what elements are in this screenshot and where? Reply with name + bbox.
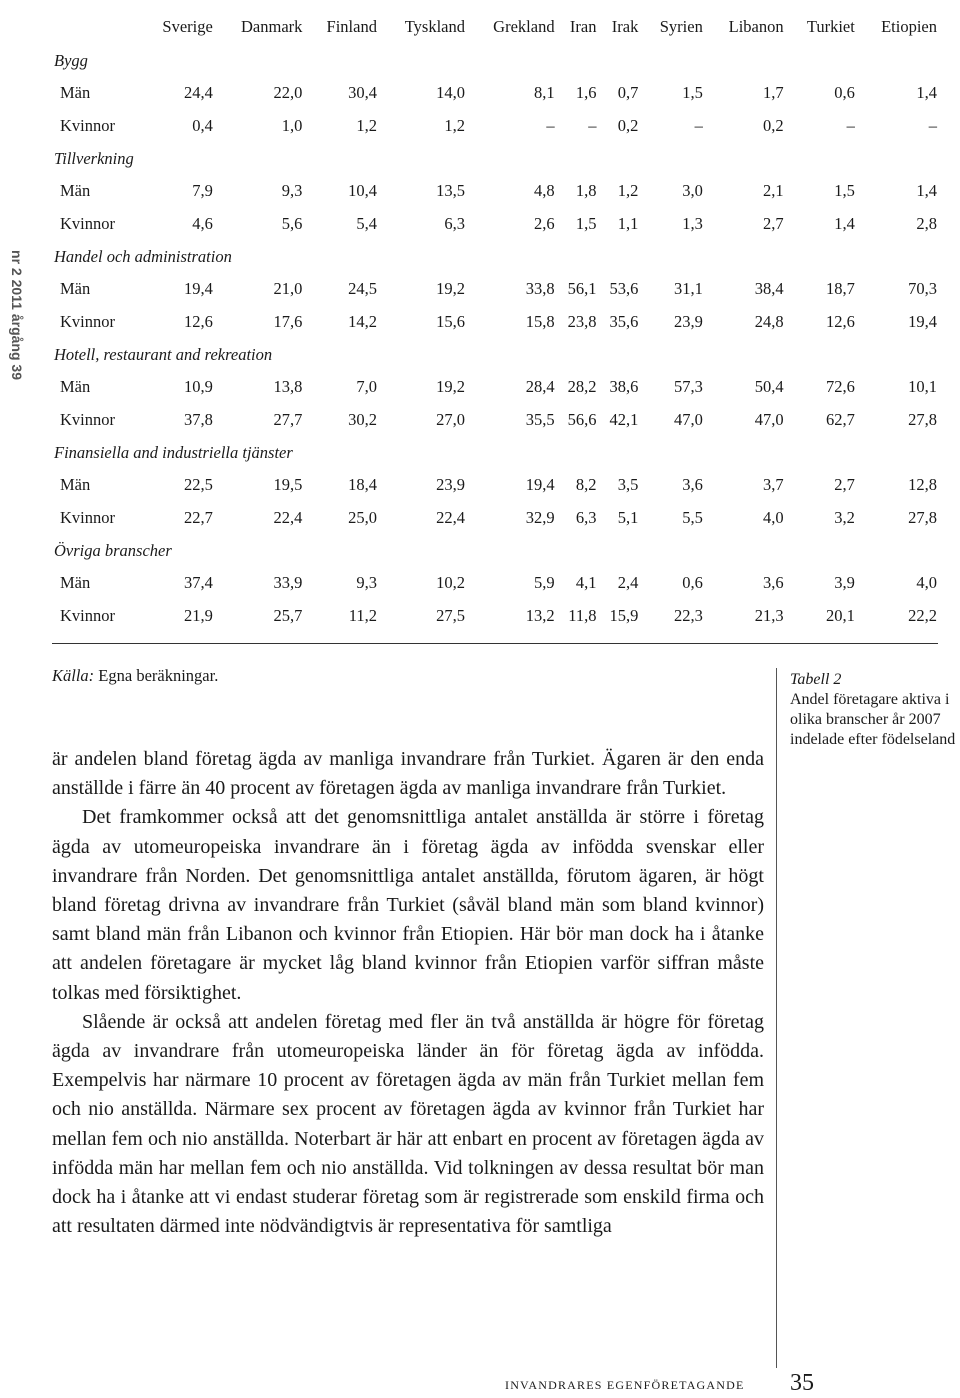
table-cell: 19,2 [436, 279, 465, 299]
table-cell: 1,4 [916, 181, 937, 201]
table-cell: 9,3 [281, 181, 303, 201]
column-header: Turkiet [806, 17, 855, 36]
table-cell: 33,9 [273, 573, 303, 593]
table-cell: 22,4 [436, 507, 465, 527]
section-title: Tillverkning [54, 148, 134, 168]
table-cell: 6,3 [444, 213, 465, 233]
table-cell: 1,6 [575, 83, 597, 103]
table-cell: – [546, 115, 555, 135]
table-cell: 37,8 [183, 409, 213, 429]
row-label: Kvinnor [60, 507, 115, 527]
row-label: Män [60, 181, 91, 201]
row-label: Kvinnor [60, 409, 115, 429]
table-cell: 3,0 [682, 181, 703, 201]
table-row [52, 208, 937, 241]
table-cell: 56,6 [567, 409, 597, 429]
table-cell: 30,2 [348, 409, 377, 429]
table-cell: 2,6 [533, 213, 555, 233]
statistics-table [52, 10, 937, 632]
table-cell: 20,1 [825, 605, 855, 625]
table-cell: 1,2 [356, 115, 377, 135]
table-cell: 23,9 [436, 475, 465, 495]
table-cell: 4,8 [533, 181, 555, 201]
table-cell: 0,6 [834, 83, 855, 103]
table-cell: 22,5 [183, 475, 213, 495]
table-cell: 0,6 [682, 573, 703, 593]
section-title: Bygg [54, 50, 88, 70]
table-cell: 18,4 [348, 475, 377, 495]
table-row [52, 600, 937, 633]
table-cell: 5,5 [682, 507, 703, 527]
table-cell: 18,7 [825, 279, 855, 299]
table-body [52, 44, 937, 632]
section-title: Övriga branscher [54, 540, 172, 560]
column-header: Tyskland [404, 17, 465, 36]
table-cell: 47,0 [673, 409, 703, 429]
section-row [52, 534, 937, 567]
paragraph: Det framkommer också att det genomsnittliga antalet anställda är större i företag ägda av utomeuropeiska invandrare än i företag ägda av infödda svenskar eller invandrare från Norden. Det genomsnittliga antalet anställda, förutom ägaren, är högt bland företag drivna av invandrare från Turkiet (såväl bland män som bland kvinnor) samt bland män från Libanon och kvinnor från Etiopien. Här bör man dock ha i åtanke att andelen företagare är mycket låg bland kvinnor från Etiopien varför siffran måste tolkas med försiktighet. [52, 806, 764, 1004]
table-cell: 2,1 [763, 181, 784, 201]
table-cell: 0,4 [192, 115, 213, 135]
table-cell: 8,1 [533, 83, 555, 103]
caption-divider [776, 668, 777, 1368]
table-cell: 22,3 [673, 605, 703, 625]
table-cell: 1,4 [916, 83, 937, 103]
table-cell: 15,9 [609, 605, 639, 625]
table-cell: 1,2 [617, 181, 639, 201]
table-row [52, 371, 937, 404]
row-label: Män [60, 279, 91, 299]
column-header: Iran [569, 17, 597, 36]
table-cell: 8,2 [575, 475, 597, 495]
column-header: Danmark [241, 17, 303, 36]
table-cell: 13,8 [273, 377, 303, 397]
row-label: Kvinnor [60, 213, 115, 233]
section-row [52, 436, 937, 469]
table-cell: 28,2 [567, 377, 597, 397]
table-cell: – [588, 115, 597, 135]
source-label: Källa: [52, 666, 95, 685]
column-header: Irak [611, 17, 639, 36]
section-row [52, 240, 937, 273]
table-cell: 15,8 [525, 311, 555, 331]
table-cell: 42,1 [609, 409, 639, 429]
table-row [52, 110, 937, 143]
table-cell: 37,4 [183, 573, 213, 593]
row-label: Män [60, 83, 91, 103]
column-header: Finland [326, 17, 377, 36]
table-row [52, 469, 937, 502]
table-cell: 3,5 [617, 475, 639, 495]
table-cell: 11,8 [568, 605, 597, 625]
table-cell: 25,7 [273, 605, 303, 625]
table-row [52, 273, 937, 306]
table-cell: 1,8 [575, 181, 597, 201]
table-cell: 23,9 [673, 311, 703, 331]
table-cell: 3,2 [834, 507, 855, 527]
table-cell: 2,8 [916, 213, 937, 233]
table-cell: 1,5 [575, 213, 597, 233]
table-cell: – [846, 115, 855, 135]
table-cell: 19,2 [436, 377, 465, 397]
table-cell: 5,6 [281, 213, 303, 233]
table-cell: 22,0 [273, 83, 303, 103]
table-bottom-rule [52, 643, 938, 644]
table-cell: 30,4 [348, 83, 377, 103]
table-cell: 10,4 [348, 181, 377, 201]
table-source [52, 666, 218, 686]
table-cell: 21,0 [273, 279, 303, 299]
table-cell: 1,7 [763, 83, 784, 103]
table-cell: 1,4 [834, 213, 855, 233]
table-cell: – [928, 115, 937, 135]
table-cell: 5,1 [617, 507, 639, 527]
table-cell: 31,1 [673, 279, 703, 299]
table-row [52, 306, 937, 339]
section-title: Hotell, restaurant and rekreation [54, 344, 273, 364]
table-cell: 21,9 [183, 605, 213, 625]
journal-issue-label: nr 2 2011 årgång 39 [9, 250, 25, 380]
table-cell: 3,6 [682, 475, 703, 495]
running-footer-title: INVANDRARES EGENFÖRETAGANDE [505, 1378, 745, 1392]
table-cell: 22,2 [908, 605, 937, 625]
table-cell: 53,6 [609, 279, 639, 299]
table-cell: 10,2 [436, 573, 465, 593]
table-cell: 25,0 [348, 507, 377, 527]
source-text: Egna beräkningar. [94, 666, 219, 685]
table-cell: 1,1 [617, 213, 639, 233]
table-cell: 19,4 [183, 279, 213, 299]
table-cell: 13,2 [525, 605, 555, 625]
table-cell: 24,5 [348, 279, 377, 299]
table-cell: 35,6 [609, 311, 639, 331]
table-cell: 0,7 [617, 83, 639, 103]
column-header: Syrien [659, 17, 703, 36]
table-cell: 13,5 [436, 181, 465, 201]
table-row [52, 502, 937, 535]
table-cell: 3,9 [834, 573, 855, 593]
table-cell: 1,3 [682, 213, 703, 233]
table-cell: 47,0 [754, 409, 784, 429]
column-header: Grekland [493, 17, 555, 36]
table-cell: 1,0 [281, 115, 303, 135]
column-header: Sverige [162, 17, 213, 36]
table-cell: 4,6 [192, 213, 213, 233]
table-cell: 19,4 [525, 475, 555, 495]
table-cell: 27,5 [436, 605, 465, 625]
caption-text: Andel företagare aktiva i olika branscher år 2007 indelade efter födelseland [790, 691, 956, 748]
table-cell: 10,1 [908, 377, 937, 397]
table-cell: 7,0 [356, 377, 377, 397]
table-cell: 3,7 [763, 475, 784, 495]
table-cell: 0,2 [763, 115, 784, 135]
table-row [52, 567, 937, 600]
table-cell: 5,9 [533, 573, 555, 593]
table-row [52, 77, 937, 110]
table-cell: 22,4 [273, 507, 303, 527]
caption-title: Tabell 2 [790, 671, 842, 688]
row-label: Kvinnor [60, 605, 115, 625]
table-cell: 6,3 [575, 507, 597, 527]
table-cell: 4,1 [575, 573, 597, 593]
table-cell: 56,1 [567, 279, 597, 299]
table-cell: 23,8 [567, 311, 597, 331]
row-label: Män [60, 377, 91, 397]
table-cell: 21,3 [754, 605, 784, 625]
table-cell: 57,3 [673, 377, 703, 397]
row-label-header [52, 10, 138, 44]
section-row [52, 338, 937, 371]
column-header: Libanon [728, 17, 784, 36]
table-cell: 1,2 [444, 115, 465, 135]
table-cell: 27,8 [908, 507, 937, 527]
article-body [52, 745, 764, 1241]
table-cell: 2,7 [763, 213, 784, 233]
table-cell: 32,9 [525, 507, 555, 527]
table-cell: 1,5 [682, 83, 703, 103]
table-row [52, 175, 937, 208]
table-cell: 33,8 [525, 279, 555, 299]
table-cell: 12,8 [908, 475, 937, 495]
table-cell: 1,5 [834, 181, 855, 201]
table-cell: 12,6 [825, 311, 855, 331]
table-cell: 17,6 [273, 311, 303, 331]
table-header-row [52, 10, 937, 44]
table-cell: 11,2 [348, 605, 377, 625]
table-cell: 27,8 [908, 409, 937, 429]
table-cell: 3,6 [763, 573, 784, 593]
paragraph: är andelen bland företag ägda av manliga invandrare från Turkiet. Ägaren är den enda anställde i färre än 40 procent av företagen ägda av manliga invandrare från Turkiet. [52, 748, 764, 800]
table-cell: 70,3 [908, 279, 937, 299]
table-cell: 7,9 [192, 181, 213, 201]
table-cell: 19,4 [908, 311, 937, 331]
section-title: Handel och administration [54, 246, 232, 266]
table-cell: 38,6 [609, 377, 639, 397]
table-cell: 14,2 [348, 311, 377, 331]
table-cell: 0,2 [617, 115, 639, 135]
table-cell: 10,9 [183, 377, 213, 397]
table-cell: 38,4 [754, 279, 784, 299]
table-cell: 14,0 [436, 83, 465, 103]
page-number: 35 [790, 1370, 814, 1396]
row-label: Män [60, 475, 91, 495]
row-label: Kvinnor [60, 115, 115, 135]
table-cell: 12,6 [183, 311, 213, 331]
table-cell: – [694, 115, 703, 135]
table-cell: 15,6 [436, 311, 465, 331]
table-cell: 9,3 [356, 573, 377, 593]
paragraph: Slående är också att andelen företag med fler än två anställda är högre för företag ägda av invandrare från utomeuropeiska länder än för företag ägda av infödda. Exempelvis har närmare 10 procent av företagen ägda av män från Turkiet mellan fem och nio anställda. Närmare sex procent av företagen ägda av kvinnor från Turkiet har mellan fem och nio anställda. Noterbart är här att enbart en procent av företagen ägda av infödda män har mellan fem och nio anställda. Vid tolkningen av dessa resultat bör man dock ha i åtanke att vi endast studerar företag som är registrerade som enskild firma och att resultaten därmed inte nödvändigtvis är representativa för samtliga [52, 1010, 764, 1238]
table-cell: 5,4 [356, 213, 377, 233]
table-cell: 24,8 [754, 311, 784, 331]
table-cell: 27,0 [436, 409, 465, 429]
section-title: Finansiella and industriella tjänster [54, 442, 293, 462]
section-row [52, 142, 937, 175]
table-cell: 22,7 [183, 507, 213, 527]
table-caption [790, 670, 960, 750]
table-cell: 28,4 [525, 377, 555, 397]
table-cell: 62,7 [825, 409, 855, 429]
column-header: Etiopien [881, 17, 937, 36]
table-cell: 19,5 [273, 475, 303, 495]
section-row [52, 44, 937, 77]
table-cell: 72,6 [825, 377, 855, 397]
table-cell: 27,7 [273, 409, 303, 429]
table-cell: 35,5 [525, 409, 555, 429]
table-cell: 50,4 [754, 377, 784, 397]
table-cell: 4,0 [916, 573, 937, 593]
row-label: Kvinnor [60, 311, 115, 331]
table-cell: 2,7 [834, 475, 855, 495]
table-cell: 2,4 [617, 573, 639, 593]
table-row [52, 404, 937, 437]
table-cell: 4,0 [763, 507, 784, 527]
table-cell: 24,4 [183, 83, 213, 103]
row-label: Män [60, 573, 91, 593]
